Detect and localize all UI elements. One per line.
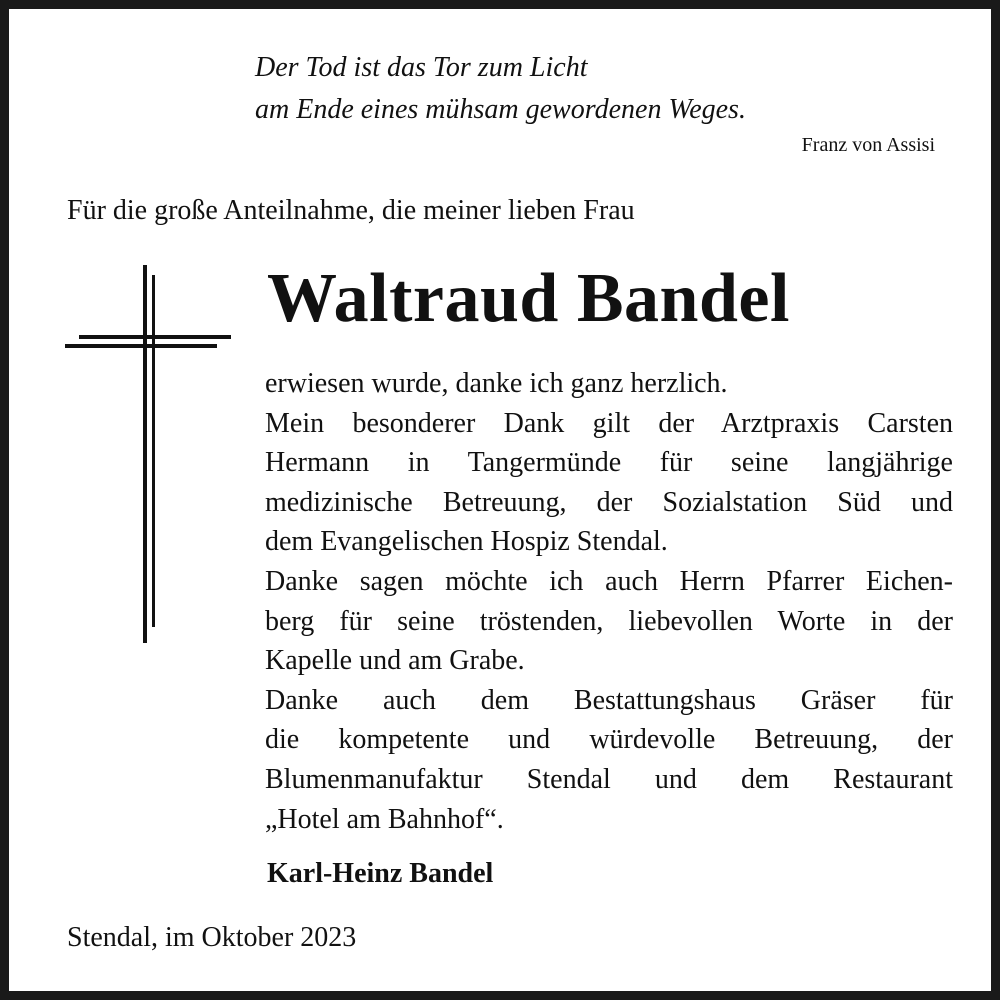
body-line: die kompetente und würdevolle Betreuung, der	[265, 724, 953, 756]
place-date: Stendal, im Oktober 2023	[67, 922, 357, 953]
body-line: Hermann in Tangermünde für seine langjährige	[265, 447, 953, 479]
body-line: Blumenmanufaktur Stendal und dem Restaurant	[265, 763, 953, 795]
quote-line-2: am Ende eines mühsam gewordenen Weges.	[255, 94, 746, 125]
quote-line-1: Der Tod ist das Tor zum Licht	[255, 52, 588, 83]
body-line: medizinische Betreuung, der Sozialstation Süd und	[265, 486, 953, 518]
body-text	[265, 364, 953, 839]
quote-author: Franz von Assisi	[801, 134, 935, 156]
body-line: dem Evangelischen Hospiz Stendal.	[265, 526, 668, 558]
signer-name: Karl-Heinz Bandel	[267, 858, 494, 889]
body-line: Danke auch dem Bestattungshaus Gräser für	[265, 684, 953, 716]
body-line: Danke sagen möchte ich auch Herrn Pfarrer Eichen-	[265, 565, 953, 597]
quote	[255, 47, 855, 131]
body-line: Mein besonderer Dank gilt der Arztpraxis Carsten	[265, 407, 953, 439]
deceased-name: Waltraud Bandel	[267, 260, 790, 337]
body-line: erwiesen wurde, danke ich ganz herzlich.	[265, 368, 728, 399]
body-line: berg für seine tröstenden, liebevollen Worte in der	[265, 605, 953, 637]
body-line: Kapelle und am Grabe.	[265, 645, 525, 677]
body-line: „Hotel am Bahnhof“.	[265, 803, 504, 835]
cross-icon	[65, 265, 231, 643]
intro-text: Für die große Anteilnahme, die meiner lieben Frau	[67, 195, 635, 226]
